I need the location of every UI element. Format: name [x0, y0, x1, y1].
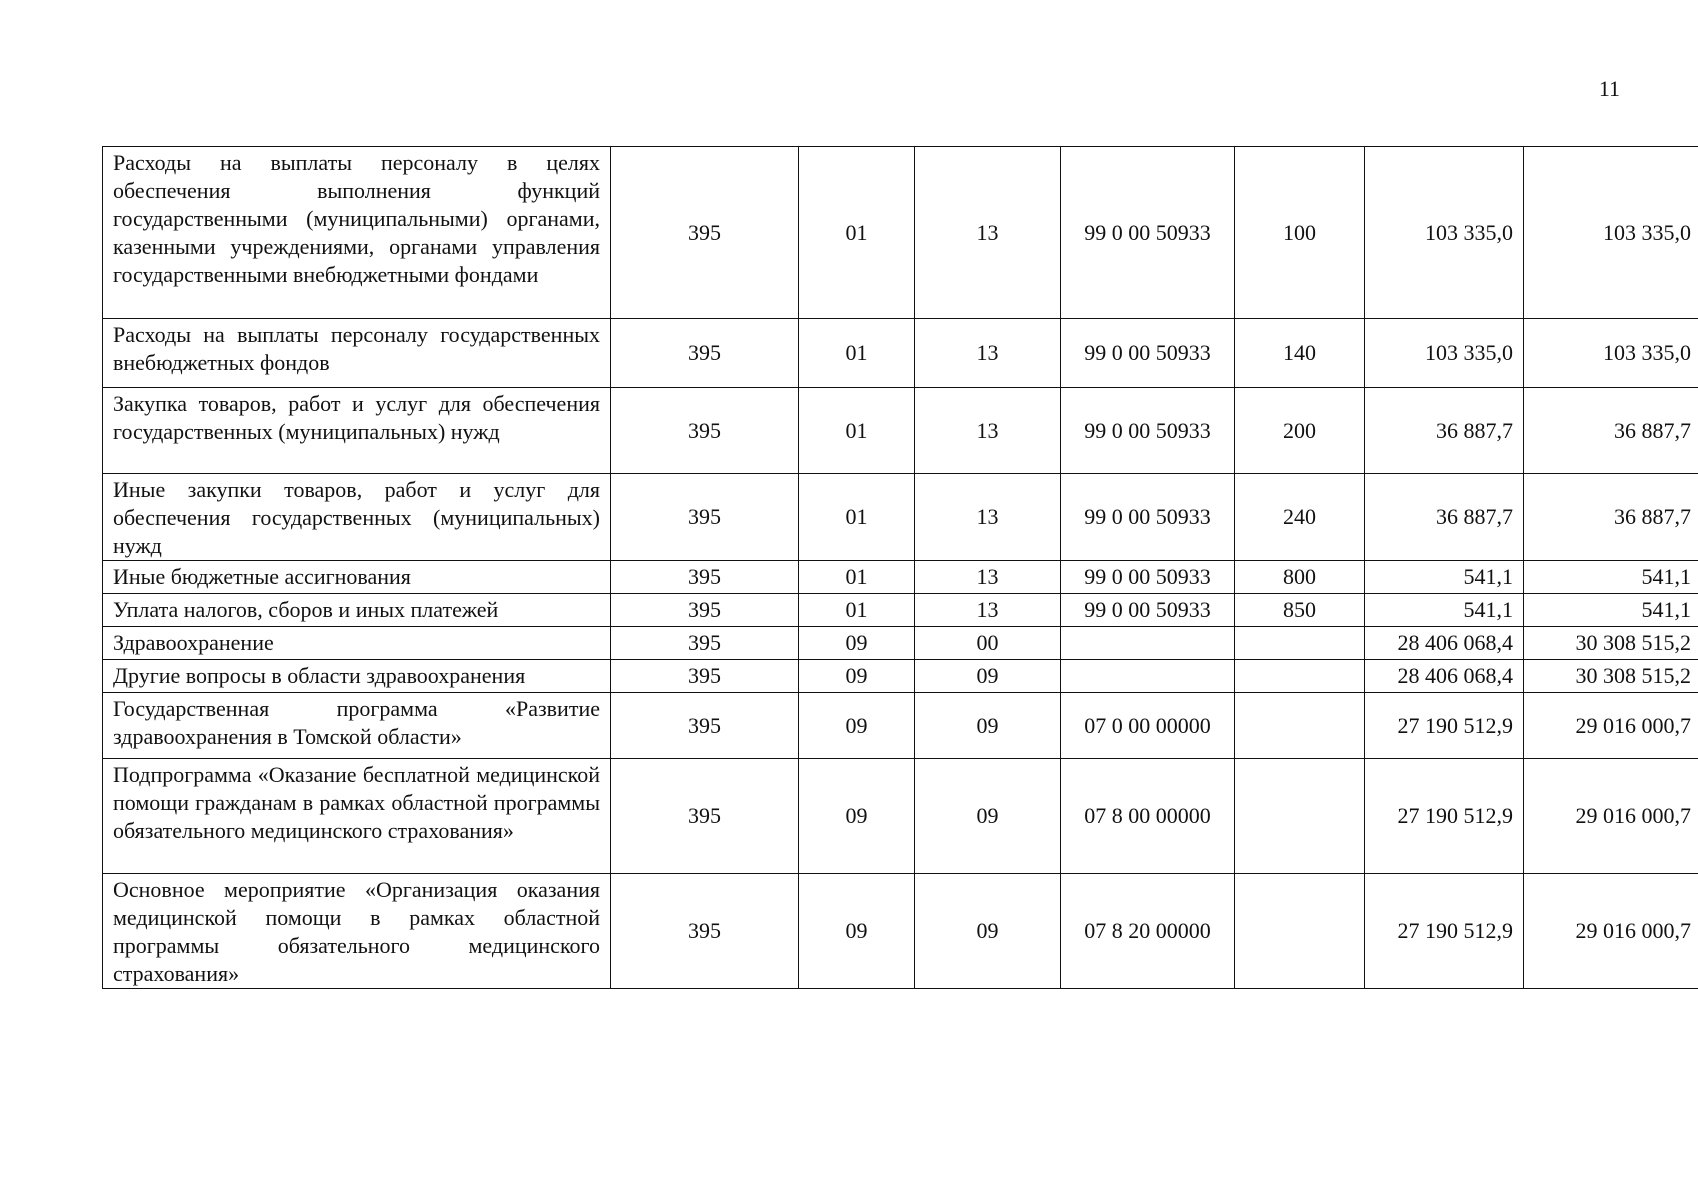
expense-type-code: 240	[1235, 474, 1365, 561]
ministry-code: 395	[611, 660, 799, 693]
amount-year-1: 27 190 512,9	[1365, 759, 1524, 874]
row-description: Государственная программа «Развитие здравоохранения в Томской области»	[103, 693, 611, 759]
target-item-code: 99 0 00 50933	[1061, 388, 1235, 474]
expense-type-code: 800	[1235, 561, 1365, 594]
target-item-code: 99 0 00 50933	[1061, 147, 1235, 319]
table-row	[103, 319, 1698, 388]
ministry-code: 395	[611, 388, 799, 474]
amount-year-2: 541,1	[1524, 561, 1698, 594]
amount-year-1: 541,1	[1365, 594, 1524, 627]
amount-year-2: 36 887,7	[1524, 388, 1698, 474]
expense-type-code	[1235, 660, 1365, 693]
row-description: Другие вопросы в области здравоохранения	[103, 660, 611, 693]
section-code: 09	[799, 874, 915, 989]
expense-type-code	[1235, 693, 1365, 759]
target-item-code: 99 0 00 50933	[1061, 319, 1235, 388]
ministry-code: 395	[611, 594, 799, 627]
section-code: 01	[799, 474, 915, 561]
amount-year-1: 36 887,7	[1365, 474, 1524, 561]
ministry-code: 395	[611, 874, 799, 989]
row-description: Подпрограмма «Оказание бесплатной медицинской помощи гражданам в рамках областной программы обязательного медицинского страхования»	[103, 759, 611, 874]
ministry-code: 395	[611, 474, 799, 561]
table-row	[103, 388, 1698, 474]
amount-year-1: 27 190 512,9	[1365, 874, 1524, 989]
subsection-code: 13	[915, 319, 1061, 388]
amount-year-1: 103 335,0	[1365, 147, 1524, 319]
amount-year-2: 29 016 000,7	[1524, 759, 1698, 874]
amount-year-2: 29 016 000,7	[1524, 693, 1698, 759]
subsection-code: 13	[915, 388, 1061, 474]
section-code: 09	[799, 660, 915, 693]
section-code: 01	[799, 147, 915, 319]
subsection-code: 13	[915, 474, 1061, 561]
expense-type-code	[1235, 759, 1365, 874]
ministry-code: 395	[611, 561, 799, 594]
ministry-code: 395	[611, 693, 799, 759]
target-item-code: 99 0 00 50933	[1061, 594, 1235, 627]
row-description: Иные бюджетные ассигнования	[103, 561, 611, 594]
amount-year-2: 30 308 515,2	[1524, 627, 1698, 660]
subsection-code: 09	[915, 874, 1061, 989]
section-code: 09	[799, 627, 915, 660]
expense-type-code: 200	[1235, 388, 1365, 474]
subsection-code: 13	[915, 147, 1061, 319]
expense-type-code: 140	[1235, 319, 1365, 388]
amount-year-2: 103 335,0	[1524, 147, 1698, 319]
row-description: Здравоохранение	[103, 627, 611, 660]
amount-year-1: 541,1	[1365, 561, 1524, 594]
section-code: 01	[799, 388, 915, 474]
section-code: 09	[799, 693, 915, 759]
table-row	[103, 759, 1698, 874]
expense-type-code: 850	[1235, 594, 1365, 627]
section-code: 01	[799, 594, 915, 627]
table-row	[103, 693, 1698, 759]
subsection-code: 09	[915, 660, 1061, 693]
row-description: Основное мероприятие «Организация оказания медицинской помощи в рамках областной программы обязательного медицинского страхования»	[103, 874, 611, 989]
row-description: Расходы на выплаты персоналу государственных внебюджетных фондов	[103, 319, 611, 388]
subsection-code: 13	[915, 594, 1061, 627]
expense-type-code	[1235, 627, 1365, 660]
target-item-code: 07 0 00 00000	[1061, 693, 1235, 759]
amount-year-2: 541,1	[1524, 594, 1698, 627]
amount-year-1: 36 887,7	[1365, 388, 1524, 474]
subsection-code: 09	[915, 693, 1061, 759]
amount-year-2: 29 016 000,7	[1524, 874, 1698, 989]
row-description: Иные закупки товаров, работ и услуг для обеспечения государственных (муниципальных) нужд	[103, 474, 611, 561]
amount-year-2: 103 335,0	[1524, 319, 1698, 388]
target-item-code	[1061, 627, 1235, 660]
amount-year-1: 28 406 068,4	[1365, 627, 1524, 660]
ministry-code: 395	[611, 759, 799, 874]
expense-type-code	[1235, 874, 1365, 989]
amount-year-1: 28 406 068,4	[1365, 660, 1524, 693]
table-row	[103, 561, 1698, 594]
target-item-code: 99 0 00 50933	[1061, 474, 1235, 561]
row-description: Уплата налогов, сборов и иных платежей	[103, 594, 611, 627]
budget-table	[102, 146, 1698, 989]
table-row	[103, 474, 1698, 561]
table-row	[103, 874, 1698, 989]
target-item-code: 99 0 00 50933	[1061, 561, 1235, 594]
row-description: Расходы на выплаты персоналу в целях обеспечения выполнения функций государственными (муниципальными) органами, казенными учреждениями, органами управления государственными внебюджетными фондами	[103, 147, 611, 319]
table-row	[103, 147, 1698, 319]
amount-year-1: 103 335,0	[1365, 319, 1524, 388]
subsection-code: 00	[915, 627, 1061, 660]
section-code: 01	[799, 319, 915, 388]
table-row	[103, 594, 1698, 627]
amount-year-2: 30 308 515,2	[1524, 660, 1698, 693]
row-description: Закупка товаров, работ и услуг для обеспечения государственных (муниципальных) нужд	[103, 388, 611, 474]
table-row	[103, 660, 1698, 693]
section-code: 09	[799, 759, 915, 874]
subsection-code: 09	[915, 759, 1061, 874]
target-item-code: 07 8 20 00000	[1061, 874, 1235, 989]
target-item-code	[1061, 660, 1235, 693]
section-code: 01	[799, 561, 915, 594]
ministry-code: 395	[611, 319, 799, 388]
page-number: 11	[1598, 76, 1620, 101]
table-row	[103, 627, 1698, 660]
target-item-code: 07 8 00 00000	[1061, 759, 1235, 874]
amount-year-2: 36 887,7	[1524, 474, 1698, 561]
amount-year-1: 27 190 512,9	[1365, 693, 1524, 759]
subsection-code: 13	[915, 561, 1061, 594]
ministry-code: 395	[611, 627, 799, 660]
ministry-code: 395	[611, 147, 799, 319]
expense-type-code: 100	[1235, 147, 1365, 319]
